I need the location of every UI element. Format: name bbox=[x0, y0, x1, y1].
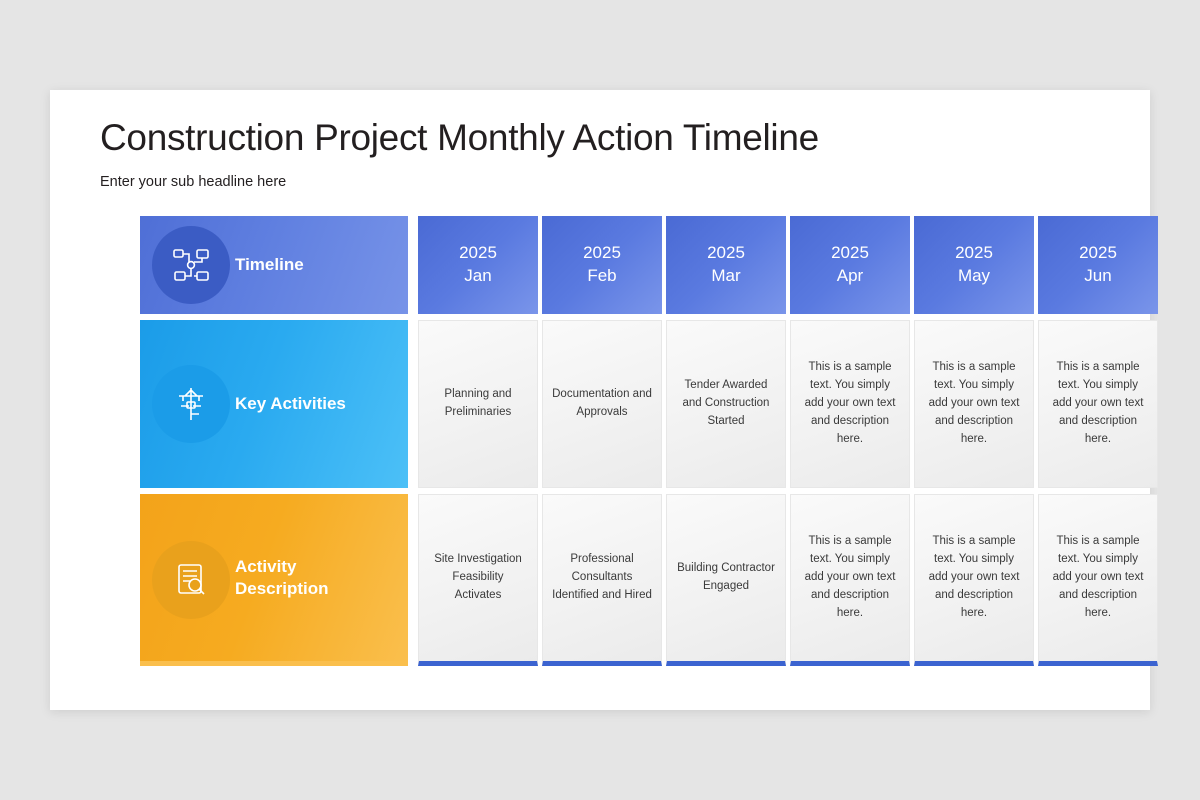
month-header-5[interactable] bbox=[1038, 216, 1158, 314]
row-label-activity-description-line2: Description bbox=[235, 578, 329, 598]
row-label-activity-description-text bbox=[235, 556, 329, 599]
job-search-document-icon bbox=[152, 541, 230, 619]
month-header-5-year: 2025 bbox=[1079, 243, 1117, 263]
month-header-1-month: Feb bbox=[587, 266, 617, 285]
activity-description-text-3: This is a sample text. You simply add your own text and description here. bbox=[804, 535, 896, 619]
key-activity-text-1: Documentation and Approvals bbox=[552, 388, 652, 418]
month-header-4-month: May bbox=[957, 266, 991, 285]
month-header-1[interactable] bbox=[542, 216, 662, 314]
month-header-2-month: Mar bbox=[711, 266, 741, 285]
timeline-header-row bbox=[100, 216, 1117, 314]
row-label-activity-description-line1: Activity bbox=[235, 557, 297, 577]
key-activity-cell-1[interactable] bbox=[542, 320, 662, 488]
key-activities-row bbox=[100, 320, 1144, 488]
month-header-4[interactable] bbox=[914, 216, 1034, 314]
activity-description-row bbox=[100, 494, 1144, 666]
month-header-0-month: Jan bbox=[464, 266, 492, 285]
activity-description-text-0: Site Investigation Feasibility Activates bbox=[434, 553, 522, 601]
activity-description-cell-1[interactable] bbox=[542, 494, 662, 666]
key-activity-text-3: This is a sample text. You simply add your own text and description here. bbox=[804, 361, 896, 445]
month-header-1-year: 2025 bbox=[583, 243, 621, 263]
timeline-grid bbox=[100, 216, 1144, 666]
key-activity-cell-3[interactable] bbox=[790, 320, 910, 488]
activity-description-text-1: Professional Consultants Identified and Hired bbox=[552, 553, 652, 601]
row-label-key-activities-text: Key Activities bbox=[235, 394, 346, 414]
key-activity-cell-5[interactable] bbox=[1038, 320, 1158, 488]
activity-description-cell-0[interactable] bbox=[418, 494, 538, 666]
key-activity-text-0: Planning and Preliminaries bbox=[444, 388, 512, 418]
month-header-3[interactable] bbox=[790, 216, 910, 314]
activity-description-text-2: Building Contractor Engaged bbox=[677, 562, 775, 592]
page-title: Construction Project Monthly Action Timeline bbox=[100, 117, 819, 158]
row-label-timeline-text: Timeline bbox=[235, 255, 304, 275]
month-header-5-month: Jun bbox=[1084, 266, 1112, 285]
page-subtitle: Enter your sub headline here bbox=[100, 174, 287, 190]
key-activity-cell-2[interactable] bbox=[666, 320, 786, 488]
activity-description-cell-2[interactable] bbox=[666, 494, 786, 666]
month-header-0[interactable] bbox=[418, 216, 538, 314]
key-activity-text-2: Tender Awarded and Construction Started bbox=[682, 379, 770, 427]
slide-canvas bbox=[50, 90, 1150, 710]
month-header-3-month: Apr bbox=[836, 266, 864, 285]
key-activity-text-5: This is a sample text. You simply add your own text and description here. bbox=[1052, 361, 1144, 445]
crane-icon bbox=[152, 365, 230, 443]
month-header-4-year: 2025 bbox=[955, 243, 993, 263]
activity-description-text-5: This is a sample text. You simply add your own text and description here. bbox=[1052, 535, 1144, 619]
month-header-3-year: 2025 bbox=[831, 243, 869, 263]
key-activity-text-4: This is a sample text. You simply add your own text and description here. bbox=[928, 361, 1020, 445]
activity-description-cell-3[interactable] bbox=[790, 494, 910, 666]
month-header-0-year: 2025 bbox=[459, 243, 497, 263]
month-header-2[interactable] bbox=[666, 216, 786, 314]
activity-description-cell-5[interactable] bbox=[1038, 494, 1158, 666]
network-nodes-icon bbox=[152, 226, 230, 304]
key-activity-cell-0[interactable] bbox=[418, 320, 538, 488]
activity-description-text-4: This is a sample text. You simply add your own text and description here. bbox=[928, 535, 1020, 619]
key-activity-cell-4[interactable] bbox=[914, 320, 1034, 488]
month-header-2-year: 2025 bbox=[707, 243, 745, 263]
activity-description-cell-4[interactable] bbox=[914, 494, 1034, 666]
